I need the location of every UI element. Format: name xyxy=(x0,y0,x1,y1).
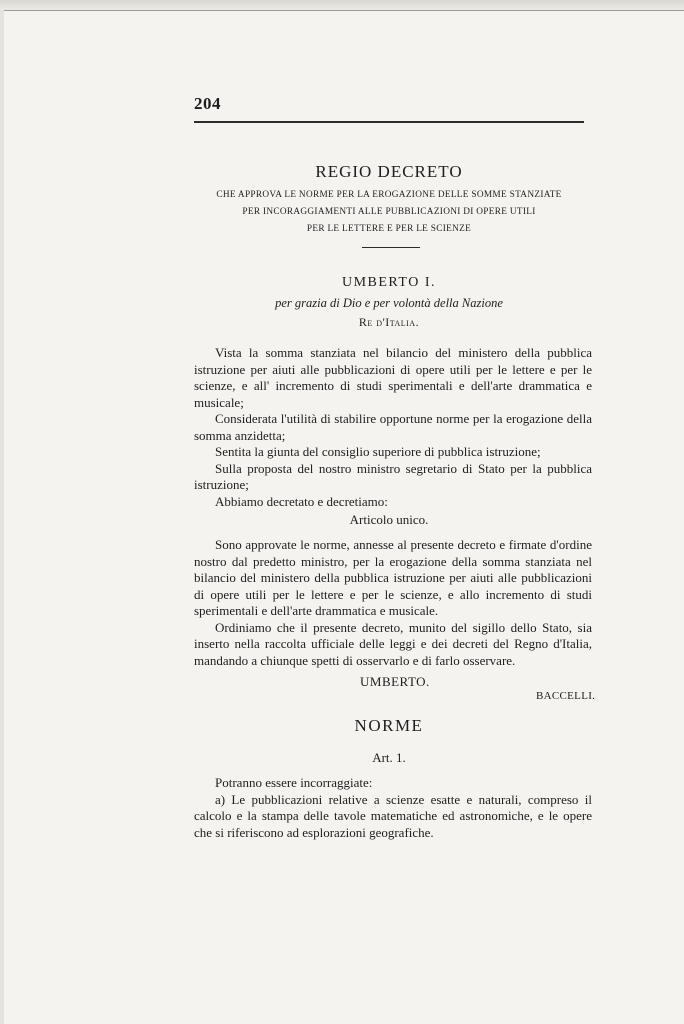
header-rule xyxy=(194,121,584,123)
norme-paragraph: Potranno essere incorraggiate: xyxy=(215,775,373,790)
subtitle-line: PER LE LETTERE E PER LE SCIENZE xyxy=(306,224,472,234)
preamble-paragraph: Sentita la giunta del consiglio superiore di pubblica istruzione; xyxy=(215,444,541,459)
signature-minister: BACCELLI. xyxy=(536,690,596,702)
signature-king: UMBERTO. xyxy=(360,674,430,689)
section-divider xyxy=(362,247,420,248)
article-paragraph: Sono approvate le norme, annesse al presente decreto e firmate d'ordine nostro dal predetto ministro, per la erogazione della somma stanziata nel bilancio del ministero della pubblica istruzione per aiuti alle pubblicazioni di opere utili per le lettere e per le scienze, e allo incremento di studi sperimentali e dell'arte drammatica e musicale. xyxy=(194,537,592,618)
subtitle-line: CHE APPROVA LE NORME PER LA EROGAZIONE DELLE SOMME STANZIATE xyxy=(216,190,562,200)
grace-formula: per grazia di Dio e per volontà della Nazione xyxy=(275,296,503,310)
page-number: 204 xyxy=(194,94,221,113)
king-name: UMBERTO I. xyxy=(341,275,437,290)
preamble xyxy=(194,345,592,510)
preamble-paragraph: Considerata l'utilità di stabilire opportune norme per la erogazione della somma anzidetta; xyxy=(194,411,592,443)
realm-title: Re d'Italia. xyxy=(358,315,420,329)
norme-article-heading: Art. 1. xyxy=(372,750,406,765)
decree-subtitle xyxy=(180,187,598,238)
article-paragraph: Ordiniamo che il presente decreto, munito del sigillo dello Stato, sia inserto nella raccolta ufficiale delle leggi e dei decreti del Regno d'Italia, mandando a chiunque spetti di osservarlo e di farlo osservare. xyxy=(194,619,592,668)
norme-body xyxy=(194,775,592,841)
page-top-edge xyxy=(0,0,684,11)
article-heading: Articolo unico. xyxy=(349,512,429,527)
preamble-paragraph: Sulla proposta del nostro ministro segretario di Stato per la pubblica istruzione; xyxy=(194,460,592,492)
norme-title: NORME xyxy=(354,716,424,735)
article-body xyxy=(194,537,592,669)
decree-title: REGIO DECRETO xyxy=(315,162,463,181)
preamble-paragraph: Abbiamo decretato e decretiamo: xyxy=(215,493,388,509)
subtitle-line: PER INCORAGGIAMENTI ALLE PUBBLICAZIONI DI OPERE UTILI xyxy=(242,207,536,217)
preamble-paragraph: Vista la somma stanziata nel bilancio del ministero della pubblica istruzione per aiuti alle pubblicazioni di opere utili per le lettere e per le scienze, e all' incremento di studi sperimentali e dell'arte drammatica e musicale; xyxy=(194,345,592,410)
page-left-edge xyxy=(0,10,4,1024)
norme-paragraph: a) Le pubblicazioni relative a scienze esatte e naturali, compreso il calcolo e la stampa delle tavole matematiche ed astronomiche, e le opere che si riferiscono ad esplorazioni geografiche. xyxy=(194,791,592,840)
